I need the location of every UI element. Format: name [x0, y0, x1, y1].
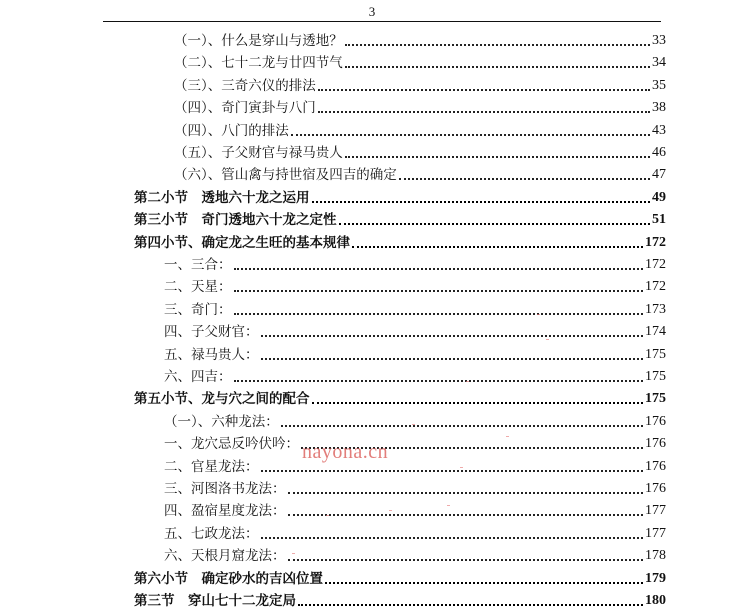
toc-leader-dots	[352, 246, 643, 248]
toc-leader-dots	[281, 425, 643, 427]
toc-entry[interactable]	[164, 500, 666, 520]
watermark-fleck	[546, 339, 549, 340]
toc-entry[interactable]	[174, 52, 666, 72]
toc-entry-page: 33	[652, 33, 666, 48]
toc-entry[interactable]	[174, 142, 666, 162]
toc-entry-label: 第六小节 确定砂水的吉凶位置	[134, 570, 323, 587]
toc-leader-dots	[288, 559, 644, 561]
toc-entry-page: 176	[645, 436, 666, 452]
toc-leader-dots	[234, 380, 644, 382]
toc-leader-dots	[298, 604, 643, 606]
toc-entry[interactable]	[164, 456, 666, 476]
toc-leader-dots	[234, 313, 644, 315]
toc-leader-dots	[318, 111, 650, 113]
toc-entry-page: 180	[645, 593, 666, 608]
toc-entry-label: （四）、八门的排法	[174, 122, 289, 139]
toc-entry[interactable]	[134, 568, 666, 588]
watermark-fleck	[412, 424, 415, 425]
toc-entry-label: 四、子父财官：	[164, 324, 259, 341]
toc-entry[interactable]	[164, 478, 666, 498]
toc-entry-label: 六、天根月窟龙法：	[164, 548, 286, 565]
toc-entry[interactable]	[134, 209, 666, 229]
toc-leader-dots	[261, 335, 644, 337]
toc-entry-label: 二、天星：	[164, 279, 232, 296]
watermark-fleck	[460, 467, 463, 468]
toc-leader-dots	[261, 358, 644, 360]
header-rule	[103, 21, 661, 22]
toc-entry[interactable]	[164, 545, 666, 565]
toc-entry[interactable]	[134, 187, 666, 207]
toc-entry-page: 179	[645, 570, 666, 586]
toc-entry-label: 一、龙穴忌反吟伏吟：	[164, 436, 299, 453]
watermark-fleck	[292, 553, 295, 554]
toc-leader-dots	[234, 268, 644, 270]
toc-leader-dots	[312, 201, 651, 203]
toc-entry-page: 175	[645, 369, 666, 384]
toc-entry-label: （二）、七十二龙与廿四节气	[174, 55, 343, 72]
toc-entry-label: 第二小节 透地六十龙之运用	[134, 189, 310, 206]
watermark-fleck	[326, 515, 329, 516]
toc-entry-label: 四、盈宿星度龙法：	[164, 503, 286, 520]
watermark-fleck	[389, 510, 392, 511]
toc-entry-page: 174	[645, 324, 666, 340]
toc-entry-page: 172	[645, 257, 666, 272]
toc-entry[interactable]	[134, 590, 666, 610]
toc-entry-label: 第五小节、龙与穴之间的配合	[134, 391, 310, 408]
toc-entry-page: 173	[645, 301, 666, 317]
toc-leader-dots	[291, 134, 650, 136]
toc-entry-page: 43	[652, 122, 666, 138]
watermark-fleck	[447, 505, 450, 506]
toc-entry-label: 一、三合：	[164, 257, 232, 273]
toc-leader-dots	[234, 290, 644, 292]
toc-entry[interactable]	[164, 433, 666, 453]
toc-entry-page: 178	[645, 548, 666, 564]
toc-entry-page: 175	[645, 391, 666, 407]
toc-leader-dots	[288, 492, 644, 494]
toc-leader-dots	[261, 537, 644, 539]
watermark: nayona.cn	[302, 441, 389, 463]
toc-entry[interactable]	[164, 254, 666, 274]
watermark-fleck	[466, 381, 469, 382]
toc-entry-page: 46	[652, 145, 666, 160]
toc-entry-page: 172	[645, 279, 666, 295]
toc-entry-page: 176	[645, 458, 666, 474]
toc-leader-dots	[399, 178, 650, 180]
toc-entry-page: 176	[645, 413, 666, 429]
toc-entry-label: 五、禄马贵人：	[164, 346, 259, 363]
watermark-fleck	[537, 314, 540, 315]
toc-entry-label: 第四小节、确定龙之生旺的基本规律	[134, 234, 350, 251]
toc-entry-page: 38	[652, 100, 666, 116]
toc-entry[interactable]	[164, 344, 666, 364]
toc-entry-page: 47	[652, 167, 666, 183]
toc-entry-label: 二、官星龙法：	[164, 458, 259, 475]
toc-leader-dots	[345, 44, 650, 46]
toc-leader-dots	[345, 66, 650, 68]
toc-entry[interactable]	[164, 276, 666, 296]
toc-entry-page: 177	[645, 503, 666, 519]
toc-entry-label: 第三小节 奇门透地六十龙之定性	[134, 212, 337, 229]
toc-entry-page: 172	[645, 234, 666, 250]
toc-entry-page: 34	[652, 55, 666, 71]
toc-entry[interactable]	[174, 164, 666, 184]
toc-leader-dots	[312, 402, 644, 404]
toc-entry[interactable]	[174, 75, 666, 95]
toc-entry[interactable]	[164, 366, 666, 386]
toc-leader-dots	[288, 514, 644, 516]
toc-entry-label: 第三节 穿山七十二龙定局	[134, 593, 296, 609]
toc-leader-dots	[339, 223, 651, 225]
toc-entry-label: （三）、三奇六仪的排法	[174, 77, 316, 94]
toc-entry[interactable]	[174, 97, 666, 117]
toc-entry[interactable]	[134, 388, 666, 408]
toc-leader-dots	[345, 156, 650, 158]
toc-entry[interactable]	[164, 321, 666, 341]
page-number: 3	[368, 4, 376, 19]
toc-entry-label: （六）、管山禽与持世宿及四吉的确定	[174, 167, 397, 184]
toc-entry-label: 五、七政龙法：	[164, 525, 259, 542]
toc-entry-page: 175	[645, 346, 666, 362]
toc-entry[interactable]	[164, 299, 666, 319]
toc-entry-label: （一）、什么是穿山与透地？	[174, 33, 343, 49]
toc-entry-page: 49	[652, 189, 666, 205]
toc-entry[interactable]	[174, 120, 666, 140]
toc-entry[interactable]	[174, 30, 666, 50]
toc-entry-label: 六、四吉：	[164, 369, 232, 385]
toc-entry[interactable]	[164, 411, 666, 431]
toc-entry[interactable]	[134, 232, 666, 252]
toc-entry-label: 三、奇门：	[164, 301, 232, 318]
toc-entry-page: 51	[652, 212, 666, 228]
toc-entry-label: （五）、子父财官与禄马贵人	[174, 145, 343, 161]
watermark-fleck	[506, 436, 509, 437]
toc-entry-label: （一）、六种龙法：	[164, 413, 279, 430]
toc-entry-label: 三、河图洛书龙法：	[164, 481, 286, 497]
toc-leader-dots	[318, 89, 650, 91]
toc-entry-page: 35	[652, 77, 666, 93]
toc-entry-page: 176	[645, 481, 666, 496]
toc-entry-page: 177	[645, 525, 666, 541]
toc-leader-dots	[261, 470, 644, 472]
toc-entry[interactable]	[164, 523, 666, 543]
toc-entry-label: （四）、奇门寅卦与八门	[174, 100, 316, 117]
toc-leader-dots	[325, 582, 643, 584]
